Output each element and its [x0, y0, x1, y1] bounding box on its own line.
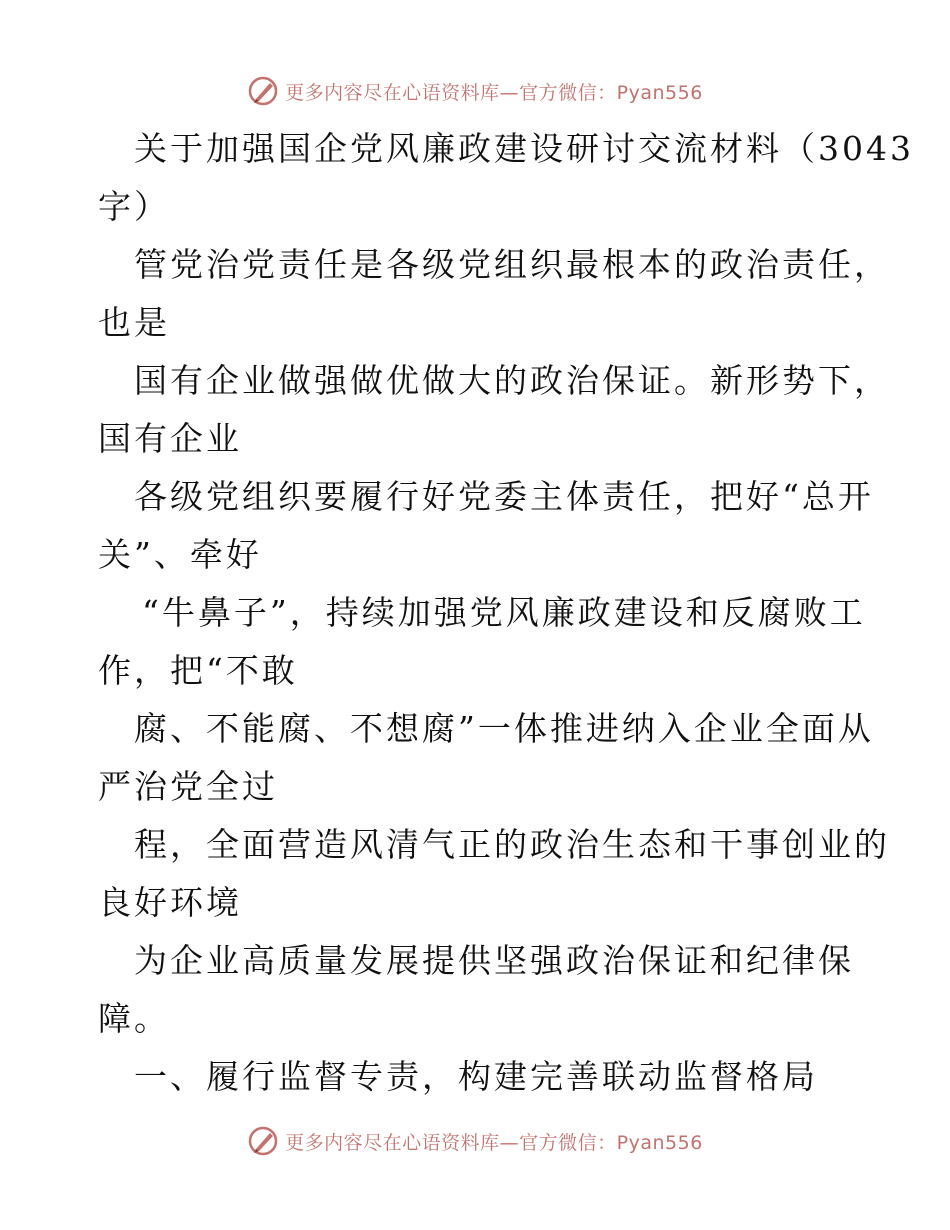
top-watermark-banner	[0, 71, 950, 111]
bottom-watermark-banner	[0, 1121, 950, 1161]
doc-text-line: 程，全面营造风清气正的政治生态和干事创业的	[134, 825, 890, 864]
document-body	[98, 120, 914, 1106]
doc-text-line: 障。	[98, 999, 170, 1038]
doc-text-line: 各级党组织要履行好党委主体责任，把好“总开	[134, 477, 874, 516]
doc-text-line: 字）	[98, 187, 170, 226]
doc-text-line: 良好环境	[98, 883, 242, 922]
pen-logo-icon	[247, 75, 279, 107]
doc-text-line: 腐、不能腐、不想腐”一体推进纳入企业全面从	[134, 709, 874, 748]
doc-text-line: 关”、牵好	[98, 535, 262, 574]
doc-text-line: 作，把“不敢	[98, 651, 298, 690]
doc-text-line: 严治党全过	[98, 767, 278, 806]
doc-text-line: 国有企业做强做优做大的政治保证。新形势下，	[134, 361, 890, 400]
watermark-text: 更多内容尽在心语资料库—官方微信：Pyan556	[285, 81, 703, 104]
doc-title-line: 关于加强国企党风廉政建设研讨交流材料（3043	[134, 129, 914, 168]
doc-text-line: 也是	[98, 303, 170, 342]
doc-text-line: 为企业高质量发展提供坚强政治保证和纪律保	[134, 941, 854, 980]
doc-text-line: 国有企业	[98, 419, 242, 458]
pen-logo-icon	[247, 1125, 279, 1157]
doc-text-line: “牛鼻子”，持续加强党风廉政建设和反腐败工	[142, 593, 866, 632]
section-heading: 一、履行监督专责，构建完善联动监督格局	[134, 1057, 818, 1096]
watermark-text: 更多内容尽在心语资料库—官方微信：Pyan556	[285, 1131, 703, 1154]
doc-text-line: 管党治党责任是各级党组织最根本的政治责任，	[134, 245, 890, 284]
